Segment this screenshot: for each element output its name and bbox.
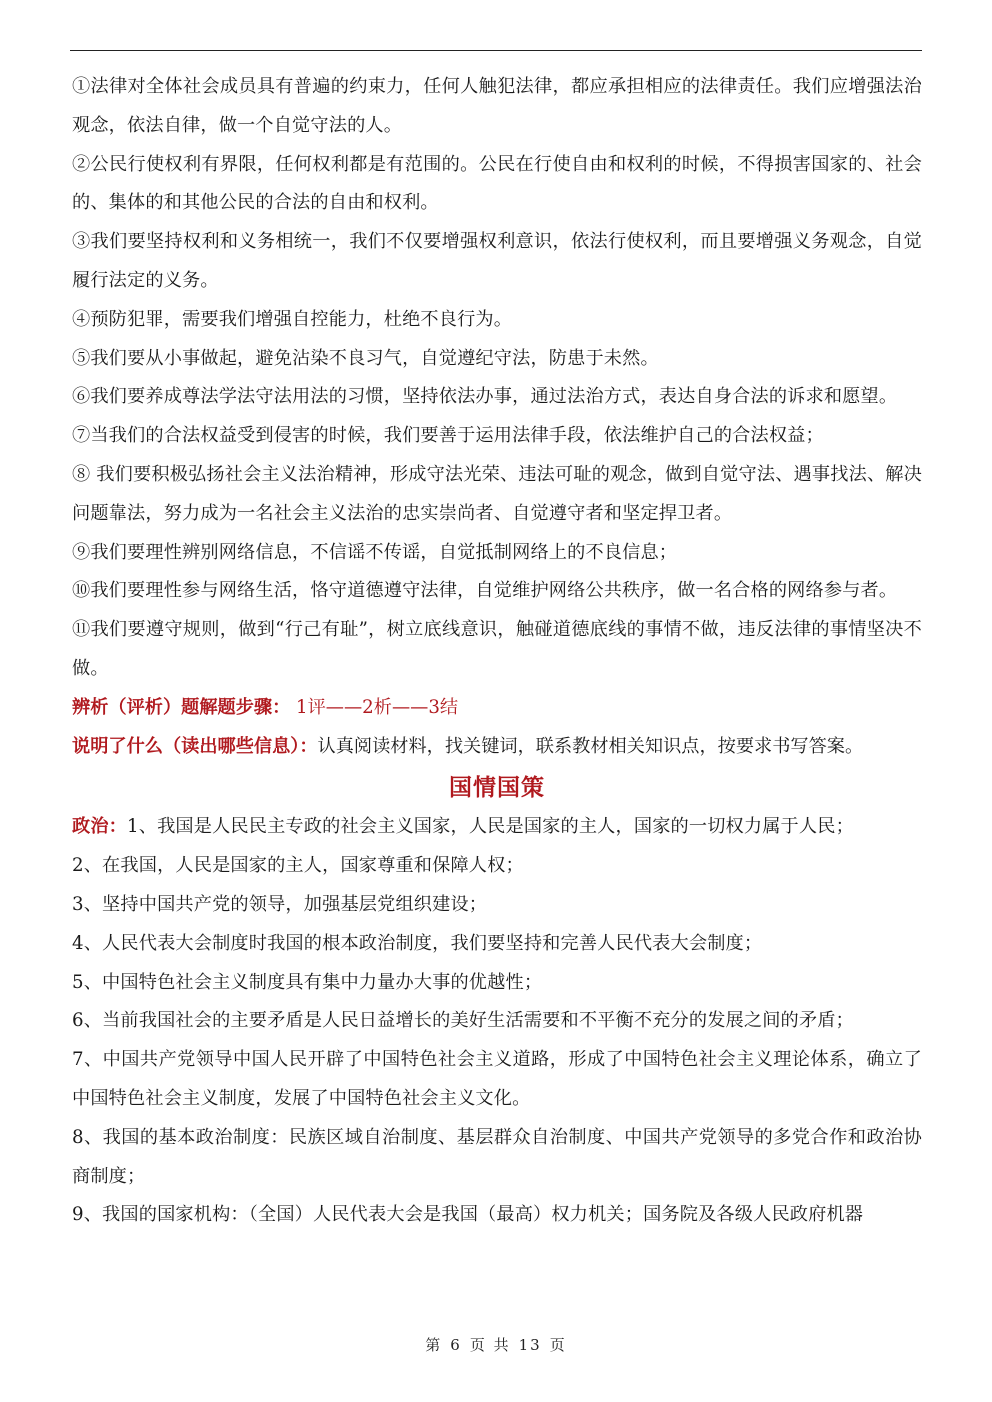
footer-page-number: 6 bbox=[450, 1336, 462, 1354]
politics-item-2: 2、在我国，人民是国家的主人，国家尊重和保障人权； bbox=[72, 855, 524, 877]
header-rule bbox=[70, 50, 922, 51]
point-11: ⑪我们要遵守规则，做到“行己有耻”，树立底线意识，触碰道德底线的事情不做，违反法律的事情坚决不做。 bbox=[72, 619, 922, 679]
politics-item-5: 5、中国特色社会主义制度具有集中力量办大事的优越性； bbox=[72, 971, 543, 993]
politics-item-3: 3、坚持中国共产党的领导，加强基层党组织建设； bbox=[72, 893, 488, 915]
politics-item-8: 8、我国的基本政治制度：民族区域自治制度、基层群众自治制度、中国共产党领导的多党合作和政治协商制度； bbox=[72, 1126, 922, 1187]
point-4: ④预防犯罪，需要我们增强自控能力，杜绝不良行为。 bbox=[72, 308, 513, 330]
footer-mid: 页 共 bbox=[469, 1336, 511, 1354]
politics-item-1 bbox=[72, 808, 922, 847]
point-1: ①法律对全体社会成员具有普遍的约束力，任何人触犯法律，都应承担相应的法律责任。我们应增强法治观念，依法自律，做一个自觉守法的人。 bbox=[72, 76, 922, 136]
politics-label: 政治： bbox=[72, 816, 128, 838]
footer-prefix: 第 bbox=[425, 1336, 443, 1354]
explain-text: 认真阅读材料，找关键词，联系教材相关知识点，按要求书写答案。 bbox=[317, 735, 864, 757]
footer-suffix: 页 bbox=[549, 1336, 567, 1354]
point-6: ⑥我们要养成尊法学法守法用法的习惯，坚持依法办事，通过法治方式，表达自身合法的诉求和愿望。 bbox=[72, 386, 898, 408]
politics-item-1-text: 1、我国是人民民主专政的社会主义国家，人民是国家的主人，国家的一切权力属于人民； bbox=[127, 816, 854, 838]
politics-item-9: 9、我国的国家机构：（全国）人民代表大会是我国（最高）权力机关；国务院及各级人民政府机器 bbox=[72, 1204, 864, 1226]
politics-item-4: 4、人民代表大会制度时我国的根本政治制度，我们要坚持和完善人民代表大会制度； bbox=[72, 932, 763, 954]
point-8: ⑧ 我们要积极弘扬社会主义法治精神，形成守法光荣、违法可耻的观念，做到自觉守法、遇事找法、解决问题靠法，努力成为一名社会主义法治的忠实崇尚者、自觉遵守者和坚定捍卫者。 bbox=[72, 463, 922, 524]
point-10: ⑩我们要理性参与网络生活，恪守道德遵守法律，自觉维护网络公共秩序，做一名合格的网络参与者。 bbox=[72, 580, 898, 602]
point-5: ⑤我们要从小事做起，避免沾染不良习气，自觉遵纪守法，防患于未然。 bbox=[72, 347, 659, 369]
point-3: ③我们要坚持权利和义务相统一，我们不仅要增强权利意识，依法行使权利，而且要增强义务观念，自觉履行法定的义务。 bbox=[72, 231, 922, 291]
point-2: ②公民行使权利有界限，任何权利都是有范围的。公民在行使自由和权利的时候，不得损害国家的、社会的、集体的和其他公民的合法的自由和权利。 bbox=[72, 153, 922, 214]
footer-total-pages: 13 bbox=[518, 1336, 542, 1354]
point-9: ⑨我们要理性辨别网络信息，不信谣不传谣，自觉抵制网络上的不良信息； bbox=[72, 541, 678, 563]
analysis-steps-line bbox=[72, 689, 922, 728]
analysis-label: 辨析（评析）题解题步骤： bbox=[72, 696, 291, 718]
page-content bbox=[72, 68, 922, 1235]
explain-label: 说明了什么（读出哪些信息）： bbox=[72, 735, 318, 757]
section-title: 国情国策 bbox=[449, 774, 545, 802]
politics-item-7: 7、中国共产党领导中国人民开辟了中国特色社会主义道路，形成了中国特色社会主义理论体系，确立了中国特色社会主义制度，发展了中国特色社会主义文化。 bbox=[72, 1049, 922, 1109]
point-7: ⑦当我们的合法权益受到侵害的时候，我们要善于运用法律手段，依法维护自己的合法权益； bbox=[72, 425, 824, 447]
explain-line bbox=[72, 728, 922, 767]
analysis-steps: 1评——2析——3结 bbox=[290, 696, 459, 718]
page-footer bbox=[0, 1334, 992, 1355]
politics-item-6: 6、当前我国社会的主要矛盾是人民日益增长的美好生活需要和不平衡不充分的发展之间的矛盾； bbox=[72, 1010, 854, 1032]
